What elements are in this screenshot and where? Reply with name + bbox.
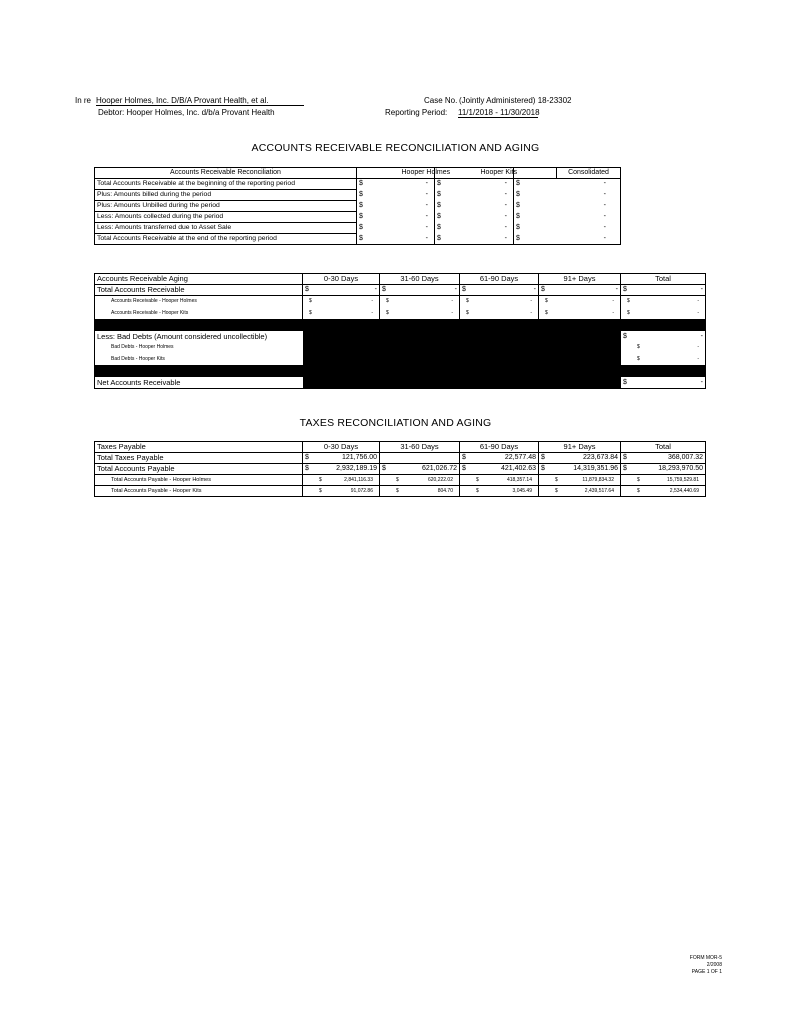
row-label: Total Accounts Payable xyxy=(95,464,303,475)
column-header: Accounts Receivable Aging xyxy=(95,274,303,285)
reporting-period-label: Reporting Period: xyxy=(385,108,448,117)
currency: $ xyxy=(541,286,545,293)
table-header-row xyxy=(95,274,706,285)
cell-value: - xyxy=(371,309,373,316)
currency: $ xyxy=(357,223,400,234)
currency: $ xyxy=(623,454,627,461)
column-header: Total xyxy=(621,442,706,453)
cell-value: 2,534,440.69 xyxy=(669,488,699,494)
row-label: Total Accounts Payable - Hooper Kits xyxy=(111,488,202,494)
taxes-table xyxy=(94,441,706,497)
currency: $ xyxy=(555,488,558,494)
column-header: Total xyxy=(621,274,706,285)
currency: $ xyxy=(514,190,557,201)
table-row xyxy=(95,179,621,190)
currency: $ xyxy=(514,212,557,223)
row-label: Accounts Receivable - Hooper Kits xyxy=(111,309,189,316)
table-row xyxy=(95,306,706,319)
table-row xyxy=(95,464,706,475)
cell-value: - xyxy=(479,190,514,201)
row-label: Plus: Amounts billed during the period xyxy=(95,190,357,201)
currency: $ xyxy=(623,332,627,340)
currency: $ xyxy=(462,465,466,472)
currency: $ xyxy=(476,488,479,494)
cell-value: 2,932,189.19 xyxy=(336,465,377,472)
column-header: 31-60 Days xyxy=(380,274,460,285)
cell-value: - xyxy=(603,202,606,209)
cell-value: - xyxy=(700,332,703,340)
row-label: Bad Debts - Hooper Holmes xyxy=(111,344,174,350)
cell-value: 15,759,529.81 xyxy=(667,477,699,483)
cell-value: 3,045.49 xyxy=(512,488,532,494)
cell-value: - xyxy=(530,298,532,304)
cell-value: - xyxy=(400,179,435,190)
currency: $ xyxy=(435,212,479,223)
debtor-name: Hooper Holmes, Inc. D/B/A Provant Health, et al. xyxy=(96,96,304,106)
cell-value: - xyxy=(697,298,699,304)
cell-value: 421,402.63 xyxy=(500,465,536,472)
currency: $ xyxy=(462,454,466,461)
currency: $ xyxy=(357,234,400,245)
cell-value: - xyxy=(371,298,373,304)
currency: $ xyxy=(386,298,389,304)
currency: $ xyxy=(319,477,322,483)
cell-value: - xyxy=(533,286,536,293)
table-row xyxy=(95,223,621,234)
cell-value: - xyxy=(400,234,435,245)
row-label: Total Accounts Receivable at the end of the reporting period xyxy=(97,235,277,242)
currency: $ xyxy=(357,190,400,201)
currency: $ xyxy=(305,286,309,293)
ar-section-title: ACCOUNTS RECEIVABLE RECONCILIATION AND AGING xyxy=(251,142,540,154)
table-row xyxy=(95,453,706,464)
cell-value: - xyxy=(697,355,699,362)
cell-value: 91,072.86 xyxy=(350,488,373,494)
currency: $ xyxy=(514,201,557,212)
row-label: Net Accounts Receivable xyxy=(97,377,181,387)
cell-value: 14,319,351.96 xyxy=(573,465,618,472)
currency: $ xyxy=(545,309,548,316)
currency: $ xyxy=(514,223,557,234)
table-row xyxy=(95,352,706,365)
debtor-line: Debtor: Hooper Holmes, Inc. d/b/a Provant Health xyxy=(98,108,275,117)
currency: $ xyxy=(309,309,312,316)
currency: $ xyxy=(627,298,630,304)
case-no-label: Case No. xyxy=(424,96,458,105)
currency: $ xyxy=(555,477,558,483)
currency: $ xyxy=(462,286,466,293)
cell-value: - xyxy=(603,213,606,220)
currency: $ xyxy=(319,488,322,494)
currency: $ xyxy=(435,190,479,201)
table-row xyxy=(95,377,706,389)
form-footer xyxy=(690,955,722,976)
cell-value: - xyxy=(400,201,435,212)
cell-value: - xyxy=(612,298,614,304)
currency: $ xyxy=(541,454,545,461)
currency: $ xyxy=(357,201,400,212)
row-label: Less: Amounts transferred due to Asset Sale xyxy=(95,223,357,234)
currency: $ xyxy=(357,179,400,190)
cell-value: - xyxy=(700,286,703,293)
currency: $ xyxy=(545,298,548,304)
currency: $ xyxy=(435,179,479,190)
currency: $ xyxy=(514,179,557,190)
currency: $ xyxy=(396,477,399,483)
currency: $ xyxy=(637,355,640,362)
table-header-row xyxy=(95,442,706,453)
cell-value: - xyxy=(479,223,514,234)
row-label: Accounts Receivable - Hooper Holmes xyxy=(111,298,197,304)
currency: $ xyxy=(386,309,389,316)
cell-value: 368,007.32 xyxy=(667,454,703,461)
cell-value: - xyxy=(451,298,453,304)
cell-value: - xyxy=(530,309,532,316)
column-header: 61-90 Days xyxy=(460,274,539,285)
currency: $ xyxy=(623,286,627,293)
column-header: 0-30 Days xyxy=(303,274,380,285)
cell-value: 620,222.02 xyxy=(427,477,453,483)
currency: $ xyxy=(435,234,479,245)
currency: $ xyxy=(309,298,312,304)
cell-value: - xyxy=(615,286,618,293)
cell-value: - xyxy=(454,286,457,293)
table-row xyxy=(95,475,706,486)
taxes-section-title: TAXES RECONCILIATION AND AGING xyxy=(299,417,492,429)
table-row xyxy=(95,331,706,342)
cell-value: - xyxy=(400,212,435,223)
reporting-period-value: 11/1/2018 - 11/30/2018 xyxy=(458,108,540,117)
cell-value: - xyxy=(479,212,514,223)
currency: $ xyxy=(627,309,630,316)
table-row xyxy=(95,342,706,352)
currency: $ xyxy=(637,344,640,350)
blackout-row xyxy=(95,365,706,377)
cell-value: 2,841,116.33 xyxy=(344,477,373,483)
row-label: Plus: Amounts Unbilled during the period xyxy=(95,201,357,212)
column-header: Consolidated xyxy=(557,168,621,179)
form-date: 2/2008 xyxy=(706,962,722,968)
currency: $ xyxy=(305,465,309,472)
column-header: 31-60 Days xyxy=(380,442,460,453)
column-header: 0-30 Days xyxy=(303,442,380,453)
cell-value: 2,439,517.64 xyxy=(584,488,614,494)
currency: $ xyxy=(541,465,545,472)
ar-aging-table xyxy=(94,273,706,389)
cell-value: - xyxy=(400,190,435,201)
table-header-row xyxy=(95,168,621,179)
row-label: Total Accounts Receivable at the beginning of the reporting period xyxy=(95,179,357,190)
row-label: Less: Amounts collected during the period xyxy=(95,212,357,223)
cell-value: - xyxy=(612,309,614,316)
cell-value: 804.70 xyxy=(437,488,453,494)
form-id: FORM MOR-5 xyxy=(689,955,722,961)
currency: $ xyxy=(637,477,640,483)
cell-value: 418,357.14 xyxy=(506,477,532,483)
cell-value: - xyxy=(479,234,514,245)
row-label: Total Accounts Receivable xyxy=(95,285,303,296)
column-header: 61-90 Days xyxy=(460,442,539,453)
currency: $ xyxy=(514,234,557,245)
currency: $ xyxy=(357,212,400,223)
column-header: Hooper Holmes xyxy=(400,168,435,179)
table-row xyxy=(95,201,621,212)
cell-value: - xyxy=(603,191,606,198)
currency: $ xyxy=(396,488,399,494)
table-row xyxy=(95,486,706,497)
cell-value: 621,026.72 xyxy=(421,465,457,472)
currency: $ xyxy=(466,298,469,304)
in-re-label: In re xyxy=(75,96,92,105)
currency: $ xyxy=(435,201,479,212)
currency: $ xyxy=(623,378,627,386)
column-header: 91+ Days xyxy=(539,442,621,453)
row-label: Bad Debts - Hooper Kits xyxy=(111,355,165,362)
cell-value: - xyxy=(479,179,514,190)
currency: $ xyxy=(435,223,479,234)
table-row xyxy=(95,296,706,307)
cell-value: - xyxy=(400,223,435,234)
row-label: Less: Bad Debts (Amount considered uncollectible) xyxy=(97,331,268,341)
column-header: Accounts Receivable Reconciliation xyxy=(95,168,357,179)
cell-value: - xyxy=(697,309,699,316)
cell-value: - xyxy=(603,180,606,188)
currency: $ xyxy=(637,488,640,494)
currency: $ xyxy=(476,477,479,483)
currency: $ xyxy=(623,465,627,472)
column-header: Hooper Kits xyxy=(479,168,514,179)
cell-value: - xyxy=(479,201,514,212)
case-no-value: (Jointly Administered) 18-23302 xyxy=(459,96,572,105)
cell-value: - xyxy=(603,224,606,231)
table-row xyxy=(95,234,621,245)
page-number: PAGE 1 OF 1 xyxy=(691,969,722,975)
currency: $ xyxy=(382,286,386,293)
cell-value: 11,879,834.32 xyxy=(582,477,614,483)
cell-value: 22,577.48 xyxy=(504,454,536,461)
row-label: Total Taxes Payable xyxy=(95,453,303,464)
column-header: Taxes Payable xyxy=(95,442,303,453)
cell-value: 121,756.00 xyxy=(341,454,377,461)
row-label: Total Accounts Payable - Hooper Holmes xyxy=(95,475,303,486)
table-row xyxy=(95,285,706,296)
ar-reconciliation-table xyxy=(94,167,621,245)
table-row xyxy=(95,212,621,223)
cell-value: - xyxy=(697,344,699,350)
cell-value: 18,293,970.50 xyxy=(658,465,703,472)
cell-value: 223,673.84 xyxy=(582,454,618,461)
currency: $ xyxy=(382,465,386,472)
blackout-row xyxy=(95,319,706,331)
column-header: 91+ Days xyxy=(539,274,621,285)
cell-value: - xyxy=(374,286,377,293)
currency: $ xyxy=(466,309,469,316)
cell-value: - xyxy=(603,234,606,242)
table-row xyxy=(95,190,621,201)
cell-value: - xyxy=(700,378,703,386)
currency: $ xyxy=(305,454,309,461)
cell-value: - xyxy=(451,309,453,316)
